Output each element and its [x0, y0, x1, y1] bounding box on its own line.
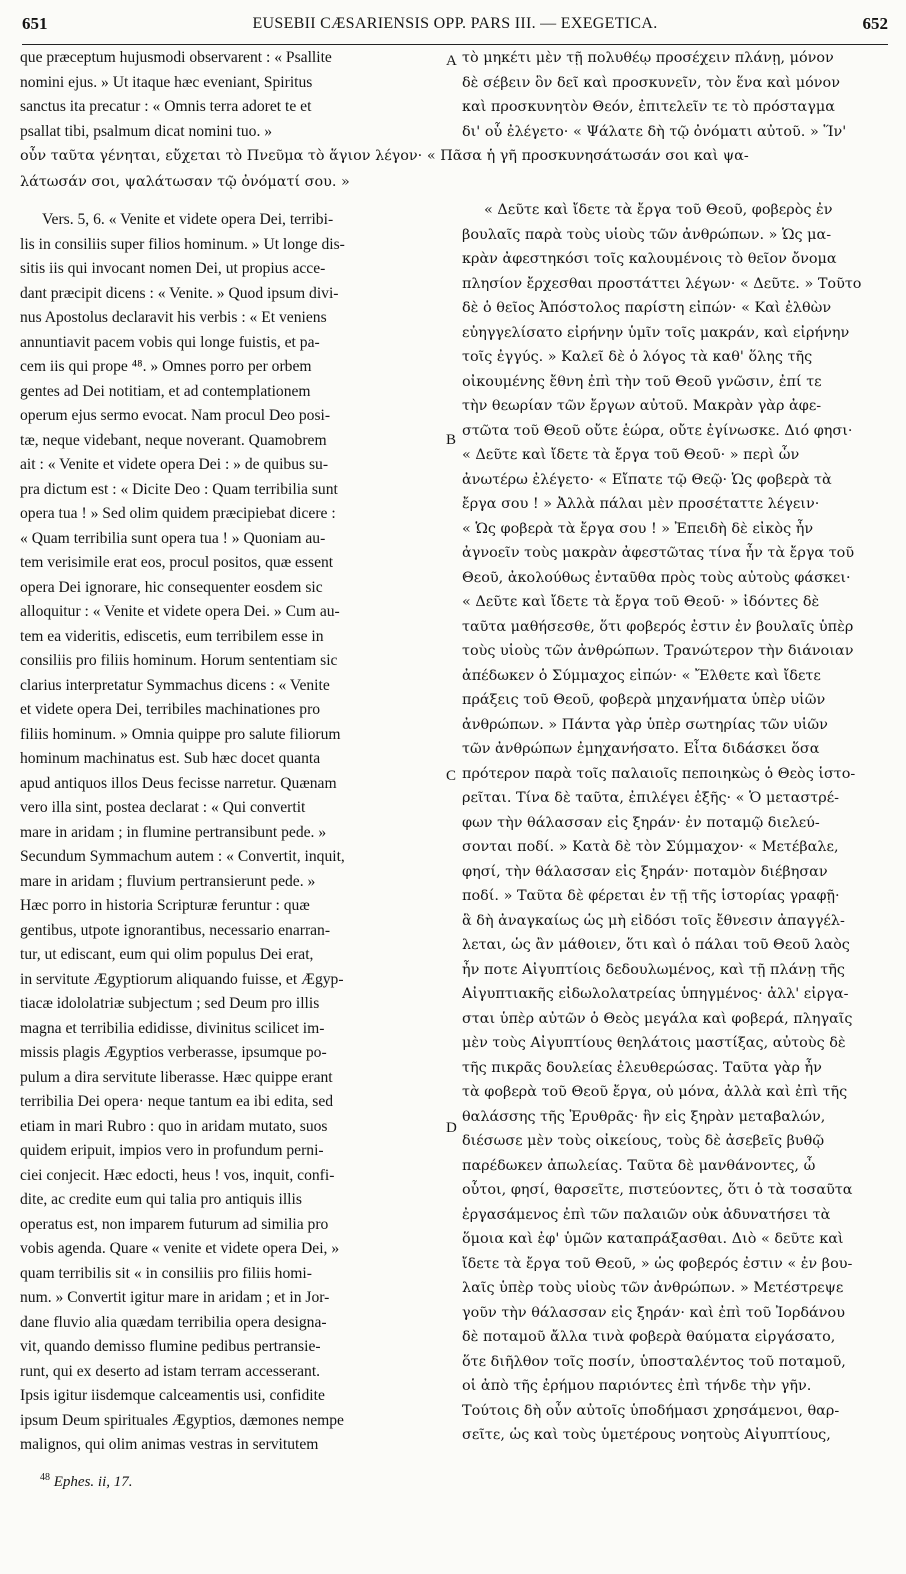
- latin-line: Ipsis igitur iisdemque calceamentis usi, confidite: [20, 1387, 325, 1404]
- latin-line: Secundum Symmachum autem : « Convertit, inquit,: [20, 848, 345, 865]
- latin-line: nus Apostolus declaravit his verbis : « Et veniens: [20, 309, 327, 326]
- latin-line: apud antiquos illos Deus fecisse narretur. Quænam: [20, 774, 337, 792]
- greek-column-top: [462, 46, 888, 144]
- latin-line: operatus est, non imparem futurum ad similia pro: [20, 1215, 329, 1233]
- greek-line: βουλαῖς παρὰ τοὺς υἱοὺς τῶν ἀνθρώπων. » Ὡς μα-: [462, 226, 832, 243]
- latin-line: cem iis qui prope ⁴⁸. » Omnes porro per orbem: [20, 358, 312, 375]
- greek-line: καὶ προσκυνητὸν Θεόν, ἐπιτελεῖν τε τὸ πρόσταγμα: [462, 99, 835, 115]
- greek-line: σεῖτε, ὡς καὶ τοὺς ὑμετέρους νοητοὺς Αἰγυπτίους,: [462, 1427, 831, 1443]
- latin-line: tur, ut ediscant, eum qui olim populus Dei erat,: [20, 946, 314, 963]
- greek-line: φων τὴν θάλασσαν εἰς ξηράν· ἐν ποταμῷ διελεύ-: [462, 814, 820, 831]
- greek-line: πράξεις τοῦ Θεοῦ, φοβερὰ μηχανήματα ὑπὲρ υἱῶν: [462, 692, 826, 708]
- latin-line: que præceptum hujusmodi observarent : « Psallite: [20, 49, 332, 66]
- latin-line: sitis iis qui invocant nomen Dei, ut propius acce-: [20, 260, 326, 277]
- greek-line: « Δεῦτε καὶ ἴδετε τὰ ἔργα τοῦ Θεοῦ· » ἰδόντες δὲ: [462, 594, 820, 610]
- greek-line: σονται ποδί. » Κατὰ δὲ τὸν Σύμμαχον· « Μετέβαλε,: [462, 839, 839, 855]
- latin-line: dite, ac credite eum qui talia pro antiquis illis: [20, 1191, 302, 1208]
- greek-span-line: λάτωσάν σοι, ψαλάτωσαν τῷ ὀνόματί σου. »: [20, 174, 350, 190]
- greek-line: πρότερον παρὰ τοῖς παλαιοῖς πεποιηκὼς ὁ Θεὸς ἱστο-: [462, 765, 856, 782]
- greek-line: ὅτε διῆλθον τοῖς ποσίν, ὑποσταλέντος τοῦ ποταμοῦ,: [462, 1353, 846, 1370]
- latin-line: et videte opera Dei, terribiles machinationes pro: [20, 701, 321, 718]
- latin-line: hominum machinatus est. Sub hæc docet quanta: [20, 750, 321, 767]
- greek-line: Τούτοις δὴ οὖν αὐτοῖς ὑποδήμασι χρησάμενοι, θαρ-: [462, 1402, 840, 1419]
- latin-line: quam terribilis sit « in consiliis pro filiis homi-: [20, 1264, 312, 1282]
- latin-column: [20, 208, 440, 1458]
- latin-line: sanctus ita precatur : « Omnis terra adoret te et: [20, 98, 312, 115]
- latin-line: gentibus, utpote ignorantibus, necessario enarran-: [20, 921, 331, 939]
- latin-line: ciei conjecit. Hæc edocti, heus ! vos, inquit, confi-: [20, 1166, 335, 1184]
- greek-line: Αἰγυπτιακῆς εἰδωλολατρείας ὑπηγμένος· ἀλλ' εἰργα-: [462, 986, 849, 1002]
- greek-line: οἱ ἀπὸ τῆς ἐρήμου παριόντες ἐπὶ τήνδε τὴν γῆν.: [462, 1378, 812, 1394]
- page-number-right: 652: [862, 14, 888, 33]
- greek-line: ἀπέδωκεν ὁ Σύμμαχος εἰπών· « Ἔλθετε καὶ ἴδετε: [462, 667, 821, 684]
- greek-line: θαλάσσης τῆς Ἐρυθρᾶς· ἣν εἰς ξηρὰν μεταβαλών,: [462, 1108, 826, 1125]
- margin-letter-a: A: [446, 53, 457, 69]
- margin-letter-d: D: [446, 1120, 457, 1136]
- greek-line: δὲ ὁ θεῖος Ἀπόστολος παρίστη εἰπών· « Καὶ ἐλθὼν: [462, 300, 832, 316]
- latin-column-top: [20, 46, 440, 144]
- greek-line: « Δεῦτε καὶ ἴδετε τὰ ἔργα τοῦ Θεοῦ, φοβερὸς ἐν: [484, 202, 833, 218]
- footnote-text: Ephes. ii, 17.: [53, 1474, 133, 1490]
- greek-line: ταῦτα μαθήσεσθε, ὅτι φοβερός ἐστιν ἐν βουλαῖς ὑπὲρ: [462, 618, 854, 635]
- greek-line: ἀγνοεῖν τοὺς μακρὰν ἀφεστῶτας τίνα ἦν τὰ ἔργα τοῦ: [462, 545, 855, 561]
- latin-line: alloquitur : « Venite et videte opera Dei. » Cum au-: [20, 603, 340, 620]
- latin-line: etiam in mari Rubro : quo in aridam mutato, suos: [20, 1117, 328, 1135]
- greek-line: ἔργα σου ! » Ἀλλὰ πάλαι μὲν προσέταττε λέγειν·: [462, 496, 820, 512]
- latin-line: pulum a dira servitute liberasse. Hæc quippe erant: [20, 1068, 333, 1086]
- latin-line: « Quam terribilia sunt opera tua ! » Quoniam au-: [20, 529, 326, 547]
- greek-line: ἴδετε τὰ ἔργα τοῦ Θεοῦ, » ὡς φοβερός ἐστιν « ἐν βου-: [462, 1255, 853, 1272]
- margin-letter-c: C: [446, 768, 457, 784]
- latin-line: tiacæ idololatriæ subjectum ; sed Deum pro illis: [20, 995, 320, 1012]
- latin-line: vit, quando demisso flumine pedibus pertransie-: [20, 1338, 321, 1355]
- latin-line: tem verisimile erat eos, procul positos, quæ essent: [20, 554, 334, 571]
- greek-line: μὲν τοὺς Αἰγυπτίους θεηλάτοις μαστίξας, αὐτοὺς δὲ: [462, 1035, 846, 1051]
- greek-line: κρὰν ἀφεστηκόσι τοῖς καλουμένοις τὸ θεῖον ὄνομα: [462, 251, 837, 267]
- footnote-number: 48: [40, 1472, 50, 1483]
- greek-line: ρεῖται. Τίνα δὲ ταῦτα, ἐπιλέγει ἑξῆς· « Ὁ μεταστρέ-: [462, 790, 840, 806]
- page-header: [22, 10, 888, 45]
- greek-line: ποδί. » Ταῦτα δὲ φέρεται ἐν τῇ τῆς ἱστορίας γραφῇ·: [462, 888, 840, 904]
- greek-line: τοὺς υἱοὺς τῶν ἀνθρώπων. Τρανώτερον τὴν διάνοιαν: [462, 643, 854, 659]
- greek-line: τοῖς ἐγγύς. » Καλεῖ δὲ ὁ λόγος τὰ καθ' ὅλης τῆς: [462, 349, 813, 365]
- latin-line: gentes ad Dei notitiam, et ad contemplationem: [20, 382, 311, 400]
- latin-line: missis plagis Ægyptios verberasse, ipsumque po-: [20, 1044, 327, 1061]
- running-title: EUSEBII CÆSARIENSIS OPP. PARS III. — EXEGETICA.: [252, 15, 658, 32]
- greek-line: ὅμοια καὶ ἐφ' ὑμῶν καταπράξασθαι. Διὸ « δεῦτε καὶ: [462, 1231, 844, 1247]
- greek-line: οἰκουμένης ἔθνη ἐπὶ τὴν τοῦ Θεοῦ γνῶσιν, ἐπί τε: [462, 373, 822, 390]
- greek-line: παρέδωκεν ἀπωλείας. Ταῦτα δὲ μανθάνοντες, ὦ: [462, 1157, 816, 1174]
- latin-line: tæ, neque videbant, neque noverant. Quamobrem: [20, 431, 327, 449]
- latin-line: quidem eripuit, impios vero in profundum perni-: [20, 1142, 324, 1159]
- latin-line: Vers. 5, 6. « Venite et videte opera Dei, terribi-: [42, 211, 334, 228]
- latin-line: psallat tibi, psalmum dicat nomini tuo. »: [20, 122, 273, 140]
- latin-line: mare in aridam ; in flumine pertransibunt pede. »: [20, 823, 327, 841]
- latin-line: in servitute Ægyptiorum aliquando fuisse, et Ægyp-: [20, 970, 344, 988]
- greek-line: γοῦν τὴν θάλασσαν εἰς ξηράν· καὶ ἐπὶ τοῦ Ἰορδάνου: [462, 1304, 845, 1321]
- greek-line: δὲ ποταμοῦ ἄλλα τινὰ φοβερὰ θαύματα εἰργάσατο,: [462, 1329, 836, 1345]
- margin-letter-b: B: [446, 432, 457, 448]
- greek-line: τῶν ἀνθρώπων ἐμηχανήσατο. Εἶτα διδάσκει ὅσα: [462, 741, 820, 757]
- greek-line: τὸ μηκέτι μὲν τῇ πολυθέῳ προσέχειν πλάνῃ, μόνον: [462, 50, 834, 66]
- latin-line: operum ejus sermo evocat. Nam procul Deo posi-: [20, 407, 331, 424]
- greek-line: οὗτοι, φησί, θαρσεῖτε, πιστεύοντες, ὅτι ὁ τὰ τοσαῦτα: [462, 1182, 853, 1198]
- greek-line: τὰ φοβερὰ τοῦ Θεοῦ ἔργα, οὐ μόνα, ἀλλὰ καὶ ἐπὶ τῆς: [462, 1084, 848, 1100]
- latin-line: clarius interpretatur Symmachus dicens : « Venite: [20, 676, 330, 694]
- greek-line: δι' οὗ ἐλέγετο· « Ψάλατε δὴ τῷ ὀνόματι αὐτοῦ. » Ἵν': [462, 123, 847, 140]
- greek-line: τῆς πικρᾶς δουλείας ἐλευθερώσας. Ταῦτα γὰρ ἦν: [462, 1059, 822, 1076]
- latin-line: Hæc porro in historia Scripturæ feruntur : quæ: [20, 897, 310, 914]
- greek-line: σται ὑπὲρ αὐτῶν ὁ Θεὸς μεγάλα καὶ φοβερά, πληγαῖς: [462, 1010, 853, 1027]
- latin-line: consiliis pro filiis hominum. Horum sententiam sic: [20, 652, 338, 669]
- greek-line: φησί, τὴν θάλασσαν εἰς ξηράν· ποταμὸν διέβησαν: [462, 863, 828, 880]
- latin-line: nomini ejus. » Ut itaque hæc eveniant, Spiritus: [20, 73, 313, 91]
- latin-line: opera Dei ignorare, hic consequenter eosdem sic: [20, 578, 323, 596]
- greek-line: ἃ δὴ ἀναγκαίως ὡς μὴ εἰδόσι τοῖς ἔθνεσιν ἀπαγγέλ-: [462, 912, 845, 929]
- greek-line: ἦν ποτε Αἰγυπτίοις δεδουλωμένος, καὶ τῇ πλάνῃ τῆς: [462, 961, 845, 978]
- latin-line: mare in aridam ; fluvium pertransierunt pede. »: [20, 872, 316, 890]
- latin-line: annuntiavit pacem vobis qui longe fuistis, et pa-: [20, 333, 320, 351]
- greek-line: πλησίον ἔρχεσθαι προστάττει λέγων· « Δεῦτε. » Τοῦτο: [462, 275, 862, 292]
- greek-span-line: οὖν ταῦτα γένηται, εὔχεται τὸ Πνεῦμα τὸ ἅγιον λέγον· « Πᾶσα ἡ γῆ προσκυνησάτωσάν σοι καὶ ψα-: [20, 148, 749, 164]
- latin-line: runt, qui ex deserto ad istam terram accesserant.: [20, 1362, 321, 1380]
- latin-line: dane fluvio alia quædam terribilia opera designa-: [20, 1313, 327, 1331]
- latin-line: malignos, qui olim animas vestras in servitutem: [20, 1436, 319, 1453]
- latin-line: ait : « Venite et videte opera Dei : » de quibus su-: [20, 456, 329, 473]
- latin-line: dant præcipit dicens : « Venite. » Quod ipsum divi-: [20, 284, 339, 302]
- page-number-left: 651: [22, 14, 48, 33]
- greek-line: λεται, ὡς ἂν μάθοιεν, ὅτι καὶ ὁ πάλαι τοῦ Θεοῦ λαὸς: [462, 937, 850, 953]
- latin-line: lis in consiliis super filios hominum. » Ut longe dis-: [20, 235, 345, 253]
- greek-line: λαῖς ὑπὲρ τοὺς υἱοὺς τῶν ἀνθρώπων. » Μετέστρεψε: [462, 1280, 844, 1296]
- latin-line: terribilia Dei opera· neque tantum ea ibi edita, sed: [20, 1093, 334, 1110]
- latin-line: filiis hominum. » Omnia quippe pro salute filiorum: [20, 725, 341, 743]
- greek-column: [462, 198, 888, 1448]
- footnote: [40, 1472, 133, 1491]
- greek-line: ἀνωτέρω ἐλέγετο· « Εἴπατε τῷ Θεῷ· Ὡς φοβερὰ τὰ: [462, 471, 832, 488]
- greek-line: ἀνθρώπων. » Πάντα γὰρ ὑπὲρ σωτηρίας τῶν υἱῶν: [462, 716, 828, 733]
- greek-line: εὐηγγελίσατο εἰρήνην ὑμῖν τοῖς μακράν, καὶ εἰρήνην: [462, 324, 850, 341]
- greek-line: « Ὡς φοβερὰ τὰ ἔργα σου ! » Ἐπειδὴ δὲ εἰκὸς ἦν: [462, 520, 814, 537]
- greek-line: δὲ σέβειν ὃν δεῖ καὶ προσκυνεῖν, τὸν ἕνα καὶ μόνον: [462, 74, 840, 91]
- latin-line: pra dictum est : « Dicite Deo : Quam terribilia sunt: [20, 480, 338, 498]
- latin-line: num. » Convertit igitur mare in aridam ; et in Jor-: [20, 1289, 330, 1306]
- greek-line: Θεοῦ, ἀκολούθως ἐνταῦθα πρὸς τοὺς αὐτοὺς φάσκει·: [462, 569, 851, 586]
- greek-line: ἐργασάμενος ἐπὶ τῶν παλαιῶν οὐκ ἀδυνατήσει τὰ: [462, 1206, 831, 1223]
- latin-line: vero illa sint, postea declarat : « Qui convertit: [20, 799, 306, 816]
- greek-line: τὴν θεωρίαν τῶν ἔργων αὐτοῦ. Μακρὰν γὰρ ἀφε-: [462, 398, 822, 414]
- latin-line: vobis agenda. Quare « venite et videte opera Dei, »: [20, 1240, 340, 1257]
- latin-line: magna et terribilia edidisse, divinitus scilicet im-: [20, 1019, 325, 1037]
- greek-line: στῶτα τοῦ Θεοῦ οὔτε ἑώρα, οὔτε ἐγίνωσκε. Διό φησι·: [462, 422, 853, 439]
- latin-line: tem ea videritis, ediscetis, eum terribilem esse in: [20, 627, 324, 645]
- greek-line: « Δεῦτε καὶ ἴδετε τὰ ἔργα τοῦ Θεοῦ· » περὶ ὧν: [462, 447, 800, 463]
- latin-line: opera tua ! » Sed olim quidem præcipiebat dicere :: [20, 505, 336, 522]
- latin-line: ipsum Deum spirituales Ægyptios, dæmones nempe: [20, 1411, 344, 1429]
- greek-line: διέσωσε μὲν τοὺς οἰκείους, τοὺς δὲ ἀσεβεῖς βυθῷ: [462, 1133, 825, 1149]
